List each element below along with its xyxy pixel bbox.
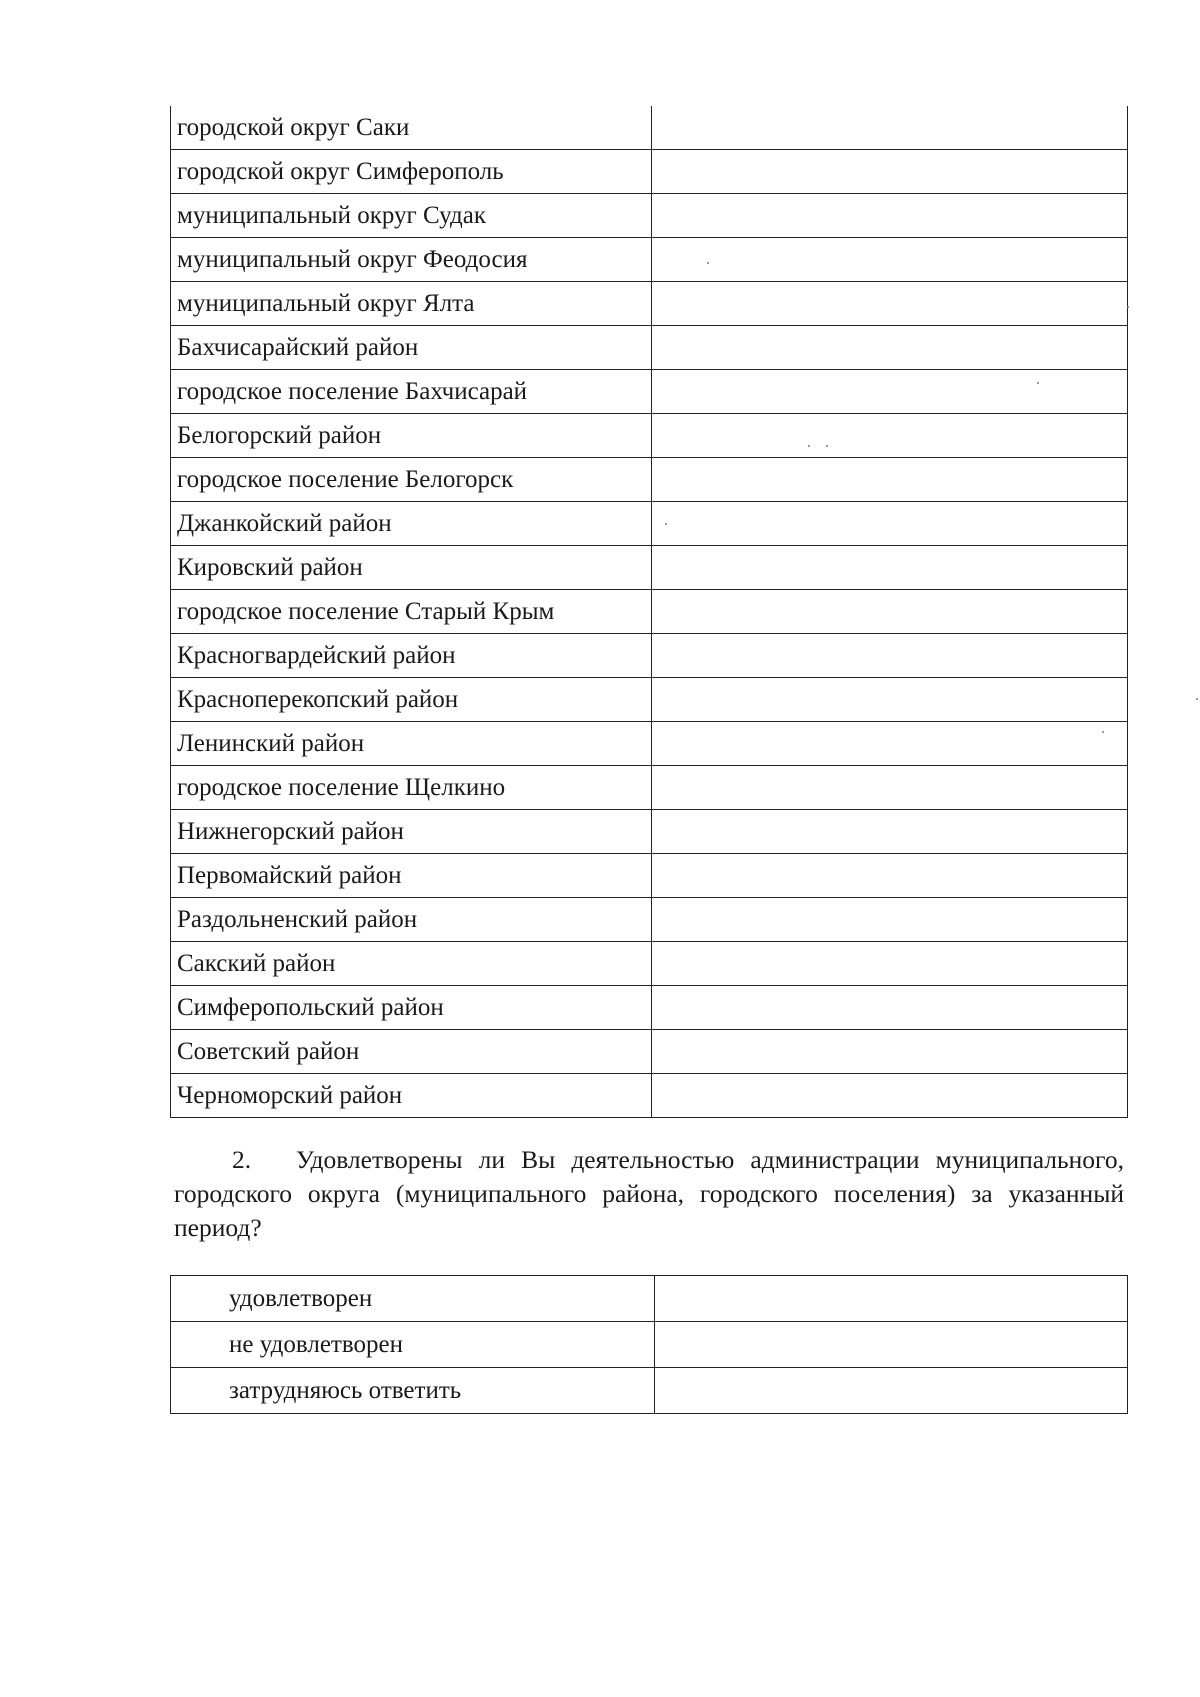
municipality-row <box>171 370 1128 414</box>
municipality-name: Первомайский район <box>171 854 652 898</box>
municipality-answer-cell[interactable] <box>652 898 1128 942</box>
municipality-row <box>171 326 1128 370</box>
municipality-answer-cell[interactable] <box>652 414 1128 458</box>
municipality-row <box>171 1074 1128 1118</box>
municipality-row <box>171 502 1128 546</box>
municipality-name: Джанкойский район <box>171 502 652 546</box>
municipality-row <box>171 194 1128 238</box>
municipality-name: Симферопольский район <box>171 986 652 1030</box>
municipality-row <box>171 238 1128 282</box>
municipalities-table <box>170 106 1128 1118</box>
answer-option-row <box>171 1276 1128 1322</box>
scan-speck <box>1102 731 1104 733</box>
municipality-name: городское поселение Старый Крым <box>171 590 652 634</box>
municipality-row <box>171 546 1128 590</box>
municipality-answer-cell[interactable] <box>652 942 1128 986</box>
municipality-row <box>171 986 1128 1030</box>
question-2 <box>174 1143 1124 1245</box>
question-text: Удовлетворены ли Вы деятельностью администрации муниципального, городского округа (муниципального района, городского поселения) за указанный период? <box>174 1145 1124 1242</box>
municipality-answer-cell[interactable] <box>652 678 1128 722</box>
municipality-row <box>171 678 1128 722</box>
answer-mark-cell[interactable] <box>655 1322 1128 1368</box>
answers-table-body <box>171 1276 1128 1414</box>
answer-mark-cell[interactable] <box>655 1276 1128 1322</box>
municipality-name: Советский район <box>171 1030 652 1074</box>
municipality-row <box>171 854 1128 898</box>
municipality-name: городской округ Симферополь <box>171 150 652 194</box>
municipality-answer-cell[interactable] <box>652 590 1128 634</box>
municipality-answer-cell[interactable] <box>652 326 1128 370</box>
municipality-name: муниципальный округ Ялта <box>171 282 652 326</box>
municipality-name: городское поселение Белогорск <box>171 458 652 502</box>
municipality-row <box>171 458 1128 502</box>
municipality-name: Красноперекопский район <box>171 678 652 722</box>
answer-option-label: не удовлетворен <box>171 1322 655 1368</box>
municipality-name: Красногвардейский район <box>171 634 652 678</box>
answers-table <box>170 1275 1128 1414</box>
municipality-name: городское поселение Щелкино <box>171 766 652 810</box>
municipality-answer-cell[interactable] <box>652 106 1128 150</box>
municipality-row <box>171 634 1128 678</box>
municipality-answer-cell[interactable] <box>652 986 1128 1030</box>
scan-speck <box>665 523 667 525</box>
municipality-name: Нижнегорский район <box>171 810 652 854</box>
municipality-row <box>171 150 1128 194</box>
scan-speck <box>826 445 828 447</box>
municipality-answer-cell[interactable] <box>652 282 1128 326</box>
municipality-answer-cell[interactable] <box>652 810 1128 854</box>
municipality-row <box>171 282 1128 326</box>
municipality-name: Бахчисарайский район <box>171 326 652 370</box>
municipality-answer-cell[interactable] <box>652 854 1128 898</box>
answer-option-label: затрудняюсь ответить <box>171 1368 655 1414</box>
municipality-row <box>171 942 1128 986</box>
municipalities-table-body <box>171 106 1128 1118</box>
municipality-name: Белогорский район <box>171 414 652 458</box>
scan-speck <box>808 445 810 447</box>
municipality-row <box>171 106 1128 150</box>
municipality-name: Раздольненский район <box>171 898 652 942</box>
municipality-name: Сакский район <box>171 942 652 986</box>
municipality-answer-cell[interactable] <box>652 194 1128 238</box>
municipality-name: Черноморский район <box>171 1074 652 1118</box>
municipality-answer-cell[interactable] <box>652 546 1128 590</box>
scan-speck <box>1037 382 1039 384</box>
municipality-answer-cell[interactable] <box>652 458 1128 502</box>
municipality-name: муниципальный округ Судак <box>171 194 652 238</box>
answer-option-label: удовлетворен <box>171 1276 655 1322</box>
answer-option-row <box>171 1368 1128 1414</box>
municipality-answer-cell[interactable] <box>652 1030 1128 1074</box>
municipality-name: Кировский район <box>171 546 652 590</box>
municipality-row <box>171 414 1128 458</box>
answer-option-row <box>171 1322 1128 1368</box>
municipality-row <box>171 1030 1128 1074</box>
municipality-name: городское поселение Бахчисарай <box>171 370 652 414</box>
scan-speck <box>1196 698 1198 700</box>
municipality-name: муниципальный округ Феодосия <box>171 238 652 282</box>
municipality-row <box>171 810 1128 854</box>
municipality-answer-cell[interactable] <box>652 238 1128 282</box>
municipality-answer-cell[interactable] <box>652 634 1128 678</box>
scan-speck <box>1127 306 1129 308</box>
municipality-answer-cell[interactable] <box>652 766 1128 810</box>
municipality-answer-cell[interactable] <box>652 502 1128 546</box>
municipality-name: Ленинский район <box>171 722 652 766</box>
municipality-answer-cell[interactable] <box>652 150 1128 194</box>
municipality-row <box>171 898 1128 942</box>
municipality-name: городской округ Саки <box>171 106 652 150</box>
question-number: 2. <box>232 1145 252 1174</box>
municipality-answer-cell[interactable] <box>652 1074 1128 1118</box>
municipality-row <box>171 722 1128 766</box>
municipality-answer-cell[interactable] <box>652 370 1128 414</box>
scan-speck <box>707 262 709 264</box>
municipality-row <box>171 590 1128 634</box>
municipality-row <box>171 766 1128 810</box>
answer-mark-cell[interactable] <box>655 1368 1128 1414</box>
municipality-answer-cell[interactable] <box>652 722 1128 766</box>
